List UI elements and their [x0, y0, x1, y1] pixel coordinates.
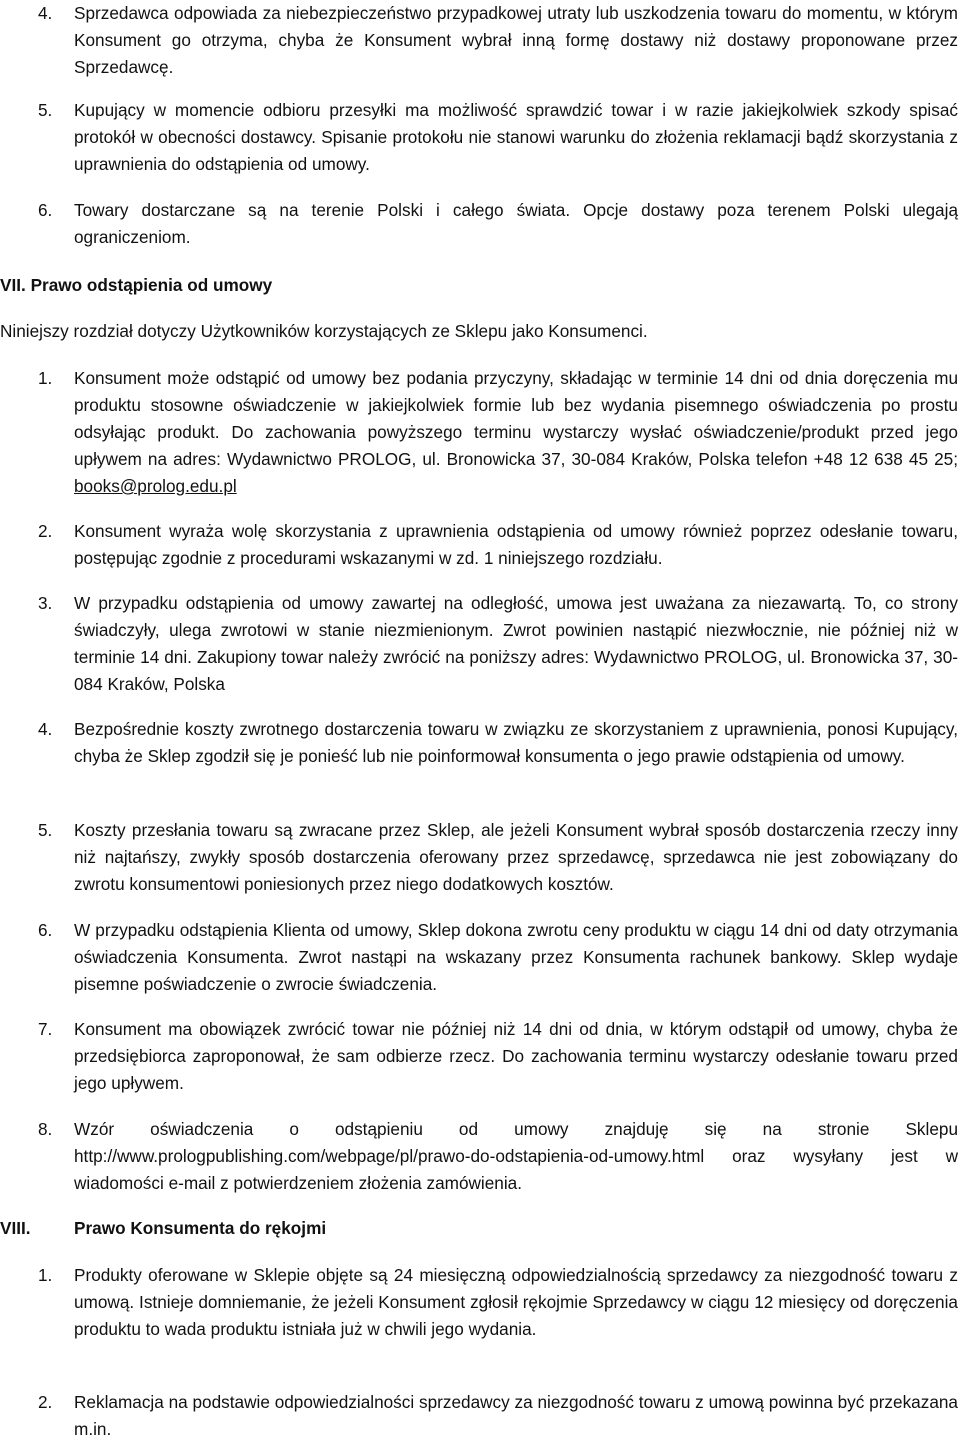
item-number: 4. [38, 3, 53, 23]
item-number: 1. [38, 1265, 53, 1285]
item-number: 1. [38, 368, 53, 388]
section-title: Prawo Konsumenta do rękojmi [74, 1218, 327, 1238]
list-item [0, 365, 960, 500]
item-number: 5. [38, 100, 53, 120]
list-item [0, 1389, 960, 1443]
item-number: 7. [38, 1019, 53, 1039]
section-number: VIII. [0, 1218, 31, 1238]
item-number: 3. [38, 593, 53, 613]
item-text: Bezpośrednie koszty zwrotnego dostarczenia towaru w związku ze skorzystaniem z uprawnienia, ponosi Kupujący, chyba że Sklep zgodził się je ponieść lub nie poinformował konsumenta o jego prawie odstąpienia od umowy. [74, 719, 958, 766]
list-item [0, 917, 960, 998]
section-heading [0, 1215, 960, 1242]
item-number: 4. [38, 719, 53, 739]
item-text: W przypadku odstąpienia Klienta od umowy, Sklep dokona zwrotu ceny produktu w ciągu 14 dni od daty otrzymania oświadczenia Konsumenta. Zwrot nastąpi na wskazany przez Konsumenta rachunek bankowy. Sklep wydaje pisemne poświadczenie o zwrocie świadczenia. [74, 920, 958, 994]
item-text: Reklamacja na podstawie odpowiedzialności sprzedawcy za niezgodność towaru z umową powinna być przekazana m.in. [74, 1392, 958, 1439]
item-text: Konsument wyraża wolę skorzystania z uprawnienia odstąpienia od umowy również poprzez odesłanie towaru, postępując zgodnie z procedurami wskazanymi w zd. 1 niniejszego rozdziału. [74, 521, 958, 568]
item-text: Wzór oświadczenia o odstąpieniu od umowy znajduję się na stronie Sklepu http://www.prologpublishing.com/webpage/pl/prawo-do-odstapienia-od-umowy.html oraz wysyłany jest w wiadomości e-mail z potwierdzeniem złożenia zamówienia. [74, 1119, 958, 1193]
list-item [0, 1262, 960, 1343]
item-number: 6. [38, 920, 53, 940]
list-item [0, 817, 960, 898]
item-text: Sprzedawca odpowiada za niebezpieczeństwo przypadkowej utraty lub uszkodzenia towaru do momentu, w którym Konsument go otrzyma, chyba że Konsument wybrał inną formę dostawy niż dostawy proponowane przez Sprzedawcę. [74, 3, 958, 77]
item-text: Kupujący w momencie odbioru przesyłki ma możliwość sprawdzić towar i w razie jakiejkolwiek szkody spisać protokół w obecności dostawcy. Spisanie protokołu nie stanowi warunku do złożenia reklamacji bądź skorzystania z uprawnienia do odstąpienia od umowy. [74, 100, 958, 174]
list-item [0, 518, 960, 572]
list-item [0, 97, 960, 178]
item-number: 8. [38, 1119, 53, 1139]
list-item [0, 716, 960, 770]
item-number: 5. [38, 820, 53, 840]
item-number: 2. [38, 1392, 53, 1412]
item-number: 6. [38, 200, 53, 220]
list-item [0, 197, 960, 251]
item-text: Koszty przesłania towaru są zwracane przez Sklep, ale jeżeli Konsument wybrał sposób dostarczenia rzeczy inny niż najtańszy, zwykły sposób dostarczenia oferowany przez sprzedawcę, sprzedawca nie jest zobowiązany do zwrotu konsumentowi poniesionych przez niego dodatkowych kosztów. [74, 820, 958, 894]
email-link[interactable]: books@prolog.edu.pl [74, 476, 237, 496]
section-intro: Niniejszy rozdział dotyczy Użytkowników korzystających ze Sklepu jako Konsumenci. [0, 321, 648, 341]
item-text: Produkty oferowane w Sklepie objęte są 24 miesięczną odpowiedzialnością sprzedawcy za niezgodność towaru z umową. Istnieje domniemanie, że jeżeli Konsument zgłosił rękojmie Sprzedawcy w ciągu 12 miesięcy od doręczenia produktu to wada produktu istniała już w chwili jego wydania. [74, 1265, 958, 1339]
item-text: Konsument ma obowiązek zwrócić towar nie później niż 14 dni od dnia, w którym odstąpił od umowy, chyba że przedsiębiorca zaproponował, że sam odbierze rzecz. Do zachowania terminu wystarczy odesłanie towaru przed jego upływem. [74, 1019, 958, 1093]
item-number: 2. [38, 521, 53, 541]
list-item [0, 0, 960, 81]
list-item [0, 590, 960, 698]
list-item [0, 1016, 960, 1097]
item-text: Konsument może odstąpić od umowy bez podania przyczyny, składając w terminie 14 dni od dnia doręczenia mu produktu stosowne oświadczenie w jakiejkolwiek formie lub bez wydania pisemnego oświadczenia po prostu odsyłając produkt. Do zachowania powyższego terminu wystarczy wysłać oświadczenie/produkt przed jego upływem na adres: Wydawnictwo PROLOG, ul. Bronowicka 37, 30-084 Kraków, Polska telefon +48 12 638 45 25; books@prolog.edu.pl [74, 368, 958, 496]
item-text: Towary dostarczane są na terenie Polski i całego świata. Opcje dostawy poza terenem Polski ulegają ograniczeniom. [74, 200, 958, 247]
list-item [0, 1116, 960, 1197]
section-heading: VII. Prawo odstąpienia od umowy [0, 275, 273, 295]
item-text: W przypadku odstąpienia od umowy zawartej na odległość, umowa jest uważana za niezawartą. To, co strony świadczyły, ulega zwrotowi w stanie niezmienionym. Zwrot powinien nastąpić niezwłocznie, nie później niż w terminie 14 dni. Zakupiony towar należy zwrócić na poniższy adres: Wydawnictwo PROLOG, ul. Bronowicka 37, 30-084 Kraków, Polska [74, 593, 958, 694]
